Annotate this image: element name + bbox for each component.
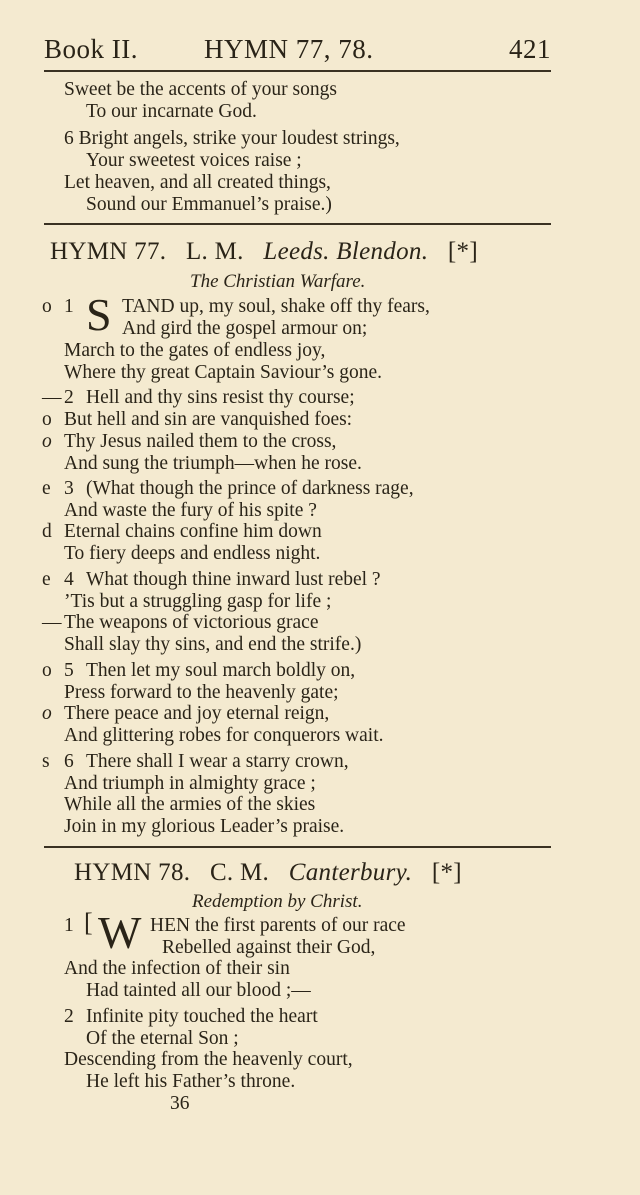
hymn78-tunes: Canterbury. xyxy=(288,859,413,886)
prev-line: Sweet be the accents of your songs xyxy=(64,79,337,100)
running-head xyxy=(44,34,554,68)
verse-line: He left his Father’s throne. xyxy=(86,1071,296,1092)
hymn77-subtitle: The Christian Warfare. xyxy=(190,271,366,292)
prev-line: Let heaven, and all created things, xyxy=(64,172,331,193)
section-rule xyxy=(44,223,551,225)
hymn77-tunes: Leeds. Blendon. xyxy=(263,238,429,265)
drop-cap: W xyxy=(98,907,142,958)
verse-line: Infinite pity touched the heart xyxy=(86,1006,318,1027)
verse-line: There peace and joy eternal reign, xyxy=(64,703,330,724)
verse-line: Had tainted all our blood ;— xyxy=(86,980,311,1001)
verse-line: Rebelled against their God, xyxy=(162,937,376,958)
verse-line: Descending from the heavenly court, xyxy=(64,1049,353,1070)
verse-line: Shall slay thy sins, and end the strife.) xyxy=(64,634,362,655)
verse-line: Eternal chains confine him down xyxy=(64,521,322,542)
verse-number: 5 xyxy=(64,660,74,681)
dynamic-mark: d xyxy=(42,521,52,542)
verse-number: 4 xyxy=(64,569,74,590)
hymn-range: HYMN 77, 78. xyxy=(204,34,374,64)
verse-line: Thy Jesus nailed them to the cross, xyxy=(64,431,337,452)
verse-line: And sung the triumph—when he rose. xyxy=(64,453,362,474)
dynamic-mark: o xyxy=(42,296,52,317)
verse-line: Hell and thy sins resist thy course; xyxy=(86,387,355,408)
verse-line: Of the eternal Son ; xyxy=(86,1028,239,1049)
verse-number: 2 xyxy=(64,387,74,408)
verse-line: March to the gates of endless joy, xyxy=(64,340,326,361)
verse-line: And gird the gospel armour on; xyxy=(122,318,368,339)
verse-number: 3 xyxy=(64,478,74,499)
hymn78-number: HYMN 78. xyxy=(74,859,191,886)
dynamic-mark: — xyxy=(42,387,62,408)
dynamic-mark: e xyxy=(42,478,51,499)
hymn77-heading xyxy=(50,238,478,266)
verse-line: (What though the prince of darkness rage, xyxy=(86,478,414,499)
dynamic-mark: o xyxy=(42,660,52,681)
verse-line: And glittering robes for conquerors wait. xyxy=(64,725,384,746)
signature-mark: 36 xyxy=(170,1093,190,1114)
verse-line: And waste the fury of his spite ? xyxy=(64,500,317,521)
prev-line: Sound our Emmanuel’s praise.) xyxy=(86,194,332,215)
verse-number: 2 xyxy=(64,1006,74,1027)
verse-line: ’Tis but a struggling gasp for life ; xyxy=(64,591,332,612)
dynamic-mark: o xyxy=(42,431,52,452)
dynamic-mark: — xyxy=(42,612,62,633)
prev-line: 6 Bright angels, strike your loudest strings, xyxy=(64,128,400,149)
verse-line: But hell and sin are vanquished foes: xyxy=(64,409,353,430)
drop-cap: S xyxy=(86,289,112,340)
verse-number: 1 xyxy=(64,296,74,317)
verse-line: There shall I wear a starry crown, xyxy=(86,751,349,772)
prev-line: To our incarnate God. xyxy=(86,101,257,122)
verse-line: And triumph in almighty grace ; xyxy=(64,773,316,794)
hymn78-heading xyxy=(74,859,462,887)
hymn78-meter: C. M. xyxy=(209,859,270,886)
verse-line: The weapons of victorious grace xyxy=(64,612,319,633)
dynamic-mark: e xyxy=(42,569,51,590)
bracket-mark: [ xyxy=(84,908,93,937)
hymn77-mark: [*] xyxy=(447,238,478,265)
verse-line: Where thy great Captain Saviour’s gone. xyxy=(64,362,383,383)
verse-line: Press forward to the heavenly gate; xyxy=(64,682,339,703)
page-number: 421 xyxy=(509,34,551,64)
verse-number: 1 xyxy=(64,915,74,936)
hymn78-subtitle: Redemption by Christ. xyxy=(192,891,363,912)
dynamic-mark: o xyxy=(42,703,52,724)
verse-number: 6 xyxy=(64,751,74,772)
section-rule xyxy=(44,846,551,848)
dynamic-mark: o xyxy=(42,409,52,430)
verse-line: Join in my glorious Leader’s praise. xyxy=(64,816,345,837)
dynamic-mark: s xyxy=(42,751,50,772)
verse-line: HEN the first parents of our race xyxy=(150,915,406,936)
verse-line: TAND up, my soul, shake off thy fears, xyxy=(122,296,430,317)
prev-line: Your sweetest voices raise ; xyxy=(86,150,302,171)
book-label: Book II. xyxy=(44,34,138,64)
hymn77-number: HYMN 77. xyxy=(50,238,167,265)
hymn77-meter: L. M. xyxy=(185,238,244,265)
hymn78-mark: [*] xyxy=(431,859,462,886)
verse-line: And the infection of their sin xyxy=(64,958,290,979)
verse-line: To fiery deeps and endless night. xyxy=(64,543,321,564)
verse-line: What though thine inward lust rebel ? xyxy=(86,569,381,590)
verse-line: While all the armies of the skies xyxy=(64,794,316,815)
header-rule xyxy=(44,70,551,72)
verse-line: Then let my soul march boldly on, xyxy=(86,660,356,681)
